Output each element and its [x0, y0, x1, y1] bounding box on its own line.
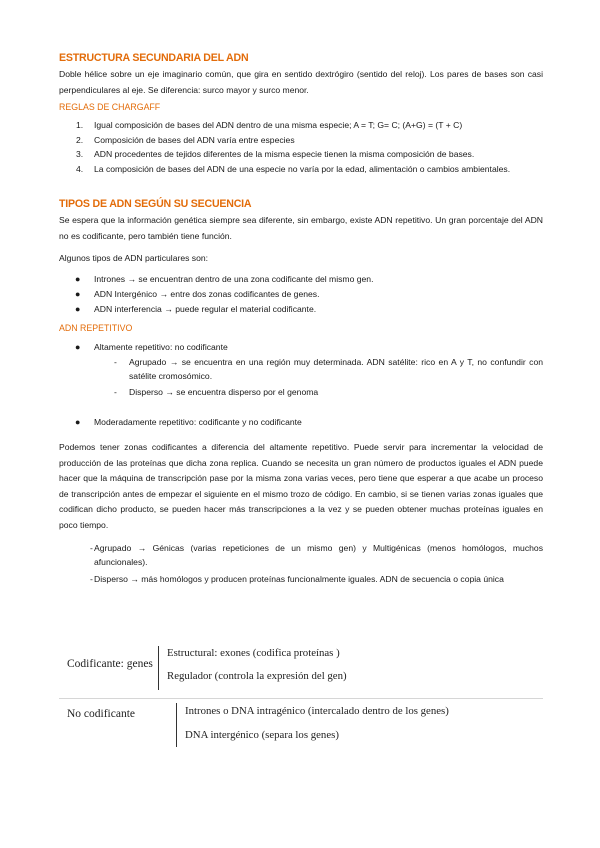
paragraph-tipos: Se espera que la información genética siempre sea diferente, sin embargo, existe ADN repetitivo. Un gran porcentaje del ADN no es codificante, pero también tiene función. [59, 215, 543, 241]
list-item: - Disperso → más homólogos y producen proteínas funcionalmente iguales. ADN de secuencia o copia única [90, 573, 504, 584]
section-title-tipos: TIPOS DE ADN SEGÚN SU SECUENCIA [59, 198, 252, 210]
content [59, 52, 543, 586]
list-item: - Agrupado → se encuentra en una región muy determinada. ADN satélite: rico en A y T, no confundir con satélite cromosómico. [114, 357, 543, 381]
list-item: 1. Igual composición de bases del ADN dentro de una misma especie; A = T; G= C; (A+G) = (T + C) [76, 120, 463, 130]
highly-sub-list [59, 355, 543, 399]
list-item: ● Intrones → se encuentran dentro de una zona codificante del mismo gen. [75, 274, 374, 284]
list-item: ● ADN interferencia → puede regular el material codificante. [75, 304, 317, 314]
list-item: - Agrupado → Génicas (varias repeticiones de un mismo gen) y Multigénicas (menos homólogos, muchos afuncionales). [90, 542, 543, 568]
noncoding-label: No codificante [67, 708, 136, 720]
dna-types-list [59, 272, 543, 317]
list-item: ● ADN Intergénico → entre dos zonas codificantes de genes. [75, 289, 320, 299]
noncoding-item: Intrones o DNA intragénico (intercalado dentro de los genes) [185, 705, 449, 717]
chargaff-rules-list [59, 118, 543, 176]
paragraph-helix: Doble hélice sobre un eje imaginario común, que gira en sentido dextrógiro (sentido del reloj). Los pares de bases son casi perpendiculares al eje. Se diferencia: surco mayor y surco menor. [59, 69, 543, 95]
moderate-list [59, 415, 543, 430]
list-item: - Disperso → se encuentra disperso por el genoma [114, 387, 319, 397]
divider [59, 698, 543, 699]
list-item: ● Altamente repetitivo: no codificante [75, 342, 228, 352]
subtitle-repetitivo: ADN REPETITIVO [59, 323, 133, 333]
list-item: 3. ADN procedentes de tejidos diferentes de la misma especie tienen la misma composición de bases. [76, 149, 475, 159]
list-item: ● Moderadamente repetitivo: codificante y no codificante [75, 417, 302, 427]
bracket-line [176, 703, 177, 747]
list-item: 4. La composición de bases del ADN de una especie no varía por la edad, alimentación o cambios ambientales. [76, 163, 511, 174]
coding-item: Estructural: exones (codifica proteínas ) [167, 647, 340, 659]
noncoding-item: DNA intergénico (separa los genes) [185, 729, 339, 741]
paragraph-intro: Algunos tipos de ADN particulares son: [59, 253, 209, 263]
paragraph-moderate: Podemos tener zonas codificantes a diferencia del altamente repetitivo. Puede servir para incrementar la velocidad de producción de las proteínas que dicha zona replica. Cuando se necesita un gran número de productos iguales el ADN puede hacer que la máquina de transcripción pase por la misma zona varias veces, pero tiene que esperar a que acabe un proceso de transcripción antes de empezar el siguiente en el mismo trozo de código. En cambio, si se tienen varias zonas iguales que codifican dicho producto, se pueden hacer más transcripciones a la vez y se pueden obtener muchas proteínas iguales en poco tiempo. [59, 442, 543, 530]
section-title-estructura: ESTRUCTURA SECUNDARIA DEL ADN [59, 52, 249, 64]
repetitive-list [59, 340, 543, 355]
coding-label: Codificante: genes [67, 658, 153, 670]
coding-item: Regulador (controla la expresión del gen) [167, 670, 347, 682]
moderate-sub-list [59, 541, 543, 587]
noncoding-row [59, 700, 543, 755]
subtitle-chargaff: REGLAS DE CHARGAFF [59, 102, 161, 112]
bracket-line [158, 646, 159, 690]
coding-row [59, 640, 543, 698]
list-item: 2. Composición de bases del ADN varía entre especies [76, 134, 295, 145]
